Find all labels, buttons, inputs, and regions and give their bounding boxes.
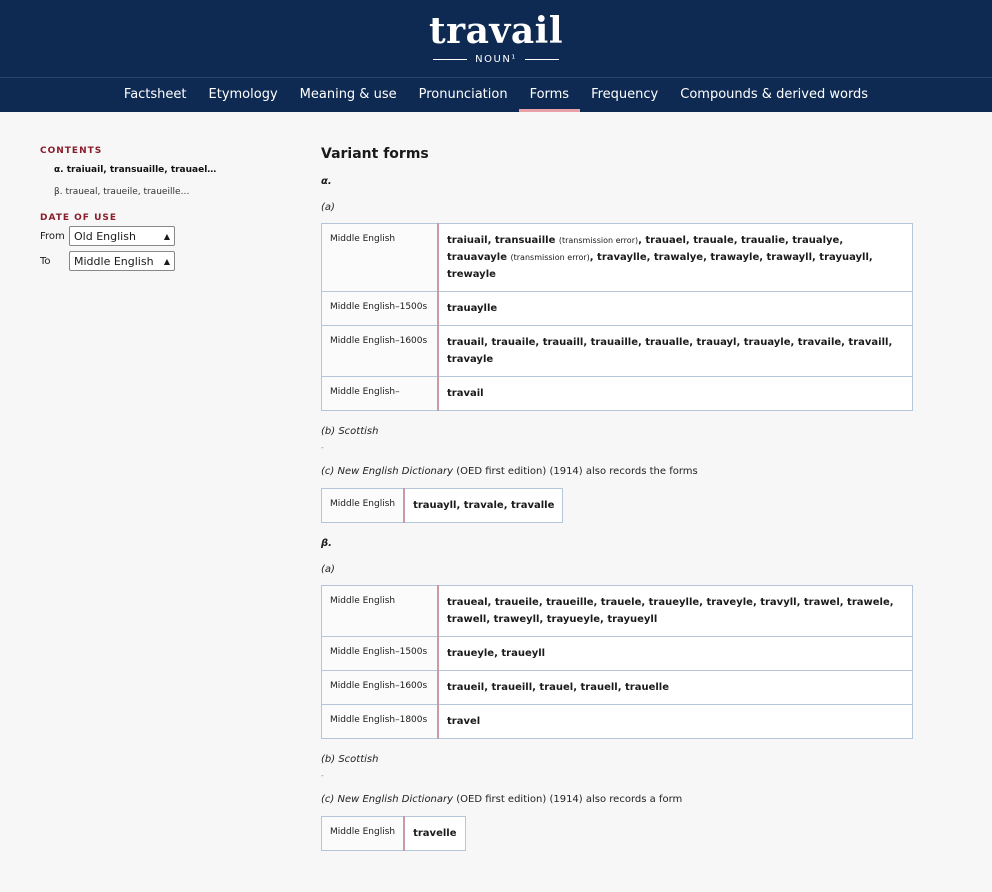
sidebar	[40, 146, 240, 276]
section-heading: Variant forms	[321, 146, 429, 162]
contents-heading: CONTENTS	[40, 146, 103, 156]
note-prefix: (c)	[321, 794, 338, 805]
nav-meaning[interactable]: Meaning & use	[299, 87, 397, 102]
period-cell: Middle English–1600s	[322, 326, 439, 377]
part-of-speech	[0, 54, 992, 65]
nav-etymology[interactable]: Etymology	[208, 87, 278, 102]
period-cell: Middle English	[322, 586, 439, 637]
subgroup-label: (a)	[321, 564, 335, 575]
nav-compounds[interactable]: Compounds & derived words	[680, 87, 869, 102]
date-heading: DATE OF USE	[40, 213, 118, 223]
table-row	[322, 326, 913, 377]
forms-cell: trauail, trauaile, trauaill, trauaille, traualle, trauayl, trauayle, travaile, travaill, travayle	[438, 326, 913, 377]
page-title: travail	[428, 10, 564, 52]
note-suffix: (OED first edition) (1914) also records a form	[453, 794, 683, 805]
forms-cell	[438, 224, 913, 292]
to-value: Middle English	[74, 255, 154, 268]
forms-table	[321, 223, 913, 411]
nav-pronunciation[interactable]: Pronunciation	[418, 87, 508, 102]
group-marker-beta: β.	[321, 538, 332, 549]
ned-note	[321, 794, 921, 805]
period-cell: Middle English	[322, 489, 405, 523]
date-to-row	[40, 251, 240, 271]
table-row	[322, 705, 913, 739]
forms-cell: traueyle, traueyll	[438, 637, 913, 671]
section-nav	[0, 77, 992, 112]
note-text: (transmission error)	[558, 236, 639, 245]
from-select[interactable]	[69, 226, 175, 246]
contents-text: traiuail, transuaille, trauael…	[66, 165, 217, 175]
subgroup-label: (b) Scottish	[321, 426, 379, 437]
ned-title: New English Dictionary	[337, 794, 454, 805]
from-label: From	[40, 230, 65, 242]
forms-cell: traueal, traueile, traueille, trauele, traueylle, traveyle, travyll, trawel, trawele, trawell, traweyll, trayueyle, trayueyll	[438, 586, 913, 637]
forms-cell: traueil, traueill, trauel, trauell, trauelle	[438, 671, 913, 705]
pos-label: NOUN¹	[475, 54, 517, 65]
table-row	[322, 489, 563, 523]
period-cell: Middle English–	[322, 377, 439, 411]
to-select[interactable]	[69, 251, 175, 271]
period-cell: Middle English–1600s	[322, 671, 439, 705]
contents-text: traueal, traueile, traueille…	[65, 187, 190, 197]
forms-table	[321, 816, 466, 851]
contents-item-alpha[interactable]	[54, 165, 240, 175]
forms-table	[321, 488, 563, 523]
updown-arrow-icon: ▲	[163, 257, 170, 266]
forms-cell: travelle	[404, 817, 465, 851]
main-content	[321, 146, 921, 866]
table-row	[322, 586, 913, 637]
empty-marker: -	[321, 443, 324, 452]
to-label: To	[40, 255, 51, 267]
from-value: Old English	[74, 230, 136, 243]
note-suffix: (OED first edition) (1914) also records the forms	[453, 466, 698, 477]
date-from-row	[40, 226, 240, 246]
forms-cell: trauaylle	[438, 292, 913, 326]
forms-cell: travail	[438, 377, 913, 411]
period-cell: Middle English–1500s	[322, 637, 439, 671]
divider	[433, 59, 467, 60]
period-cell: Middle English	[322, 817, 405, 851]
table-row	[322, 377, 913, 411]
empty-marker: -	[321, 771, 324, 780]
period-cell: Middle English–1500s	[322, 292, 439, 326]
forms-table	[321, 585, 913, 739]
nav-frequency[interactable]: Frequency	[591, 87, 659, 102]
subgroup-label: (b) Scottish	[321, 754, 379, 765]
contents-marker: β.	[54, 187, 63, 197]
updown-arrow-icon: ▲	[163, 232, 170, 241]
header	[0, 0, 992, 77]
period-cell: Middle English–1800s	[322, 705, 439, 739]
ned-note	[321, 466, 921, 477]
table-row	[322, 671, 913, 705]
forms-text: , trauael, trauale, traualie, traualye, trauavayle	[447, 235, 844, 263]
table-row	[322, 817, 466, 851]
note-text: (transmission error)	[510, 253, 590, 262]
forms-cell: trauayll, travale, travalle	[404, 489, 563, 523]
note-prefix: (c)	[321, 466, 338, 477]
table-row	[322, 292, 913, 326]
subgroup-label: (a)	[321, 202, 335, 213]
ned-title: New English Dictionary	[337, 466, 454, 477]
contents-item-beta[interactable]	[54, 187, 240, 197]
nav-factsheet[interactable]: Factsheet	[123, 87, 187, 102]
period-cell: Middle English	[322, 224, 439, 292]
table-row	[322, 224, 913, 292]
forms-text: , travaylle, trawalye, trawayle, trawayll, trayuayll, trewayle	[447, 252, 873, 280]
table-row	[322, 637, 913, 671]
forms-text: traiuail, transuaille	[447, 235, 559, 246]
forms-cell: travel	[438, 705, 913, 739]
nav-forms[interactable]: Forms	[519, 78, 581, 112]
divider	[525, 59, 559, 60]
contents-marker: α.	[54, 165, 64, 175]
group-marker-alpha: α.	[321, 176, 332, 187]
